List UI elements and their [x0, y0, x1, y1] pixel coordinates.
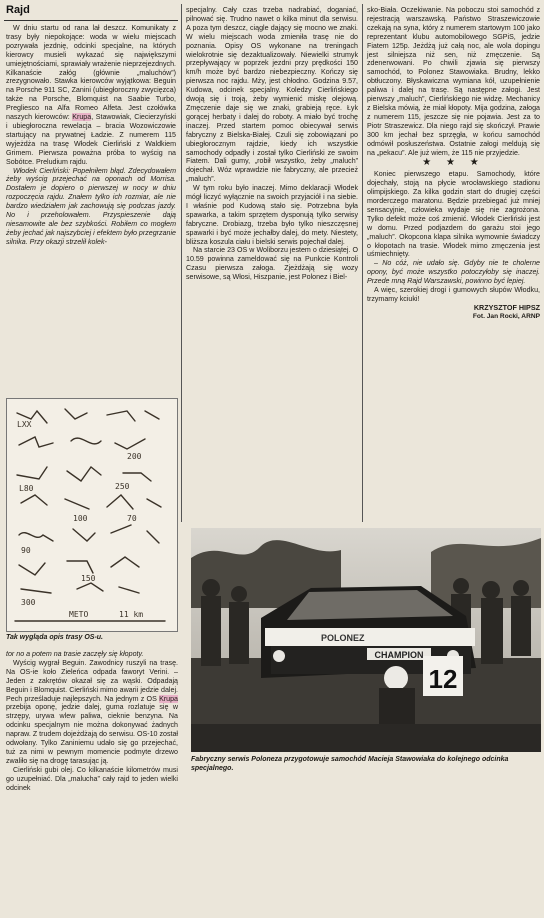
section-stars: ★ ★ ★	[422, 157, 485, 169]
column-2	[186, 6, 358, 282]
sketch-label: 150	[81, 574, 96, 583]
rally-photo	[191, 528, 541, 752]
photo-caption: Fabryczny serwis Poloneza przygotowuje samochód Macieja Stawowiaka do kolejnego odcinka specjalnego.	[191, 756, 509, 772]
highlighted-name: Krupa	[72, 113, 92, 122]
sketch-label: 11 km	[119, 610, 144, 619]
paragraph: sko-Biała. Oczekiwanie. Na poboczu stoi samochód z rejestracją warszawską. Państwo Straszewiczowie czekają na syna, który z numerem startowym 100 jako reprezentant klubu automobilowego SGPiS, jedzie Fiatem 125p. Jeżdżą już całą noc, ale wola dopingu jest silniejsza niż sen, niż zmęczenie. Są zdenerwowani. Po chwili zjawia się pierwszy samochód, to Polonez Stawowiaka. Brudny, lekko obtłuczony. Błyskawiczna wymiana kół, uzupełnienie paliwa i dalej na trasę. Są następne załogi. Jest pierwszy „maluch”, Cierlińskiego nie widzę. Mechanicy z Bielska mówią, że miał kłopoty. Mija godzina, załoga z numerem 115, jeszcze się nie pojawia. Jest za to Piotr Straszewicz. Dla niego rajd się skończył. Prawie 300 km jechał bez sprzęgła, w końcu samochód odmówił posłuszeństwa. Ostatnie załogi meldują się na „pekacu”. Ale już wiem, że 115 nie przyjedzie.	[367, 6, 540, 157]
handwritten-notes-graphic	[7, 399, 177, 631]
sketch-label: L80	[19, 484, 34, 493]
car-plate: CHAMPION	[374, 650, 424, 660]
sketch-label: 70	[127, 514, 137, 523]
column-divider-1	[181, 4, 182, 522]
text-run: , Stawowiak, Ciecierzyński i ubiegłoroczna rewelacja – bracia Wozowiczowie startujący na prywatnej Ładzie. Z numerem 115 wyjeżdża na trasę Włodek Cierliński z Waldkiem Grimem. Pierwsza poważna próba to wyścig na Sobótce. Preludium rajdu.	[6, 113, 176, 166]
car-brand: POLONEZ	[321, 633, 365, 643]
car-number: 12	[428, 664, 458, 694]
paragraph-race	[6, 659, 178, 766]
route-notes-sketch	[6, 398, 178, 632]
column-divider-2	[362, 4, 363, 522]
text-run: przebija oponę, jedzie dalej, guma rozlatuje się w strzępy, urywa wlew paliwa, cieknie benzyna. Na odcinku specjalnym nie można dokonywać żadnych napraw. Z trudem dojeżdżają do serwisu. OS-10 został odwołany. Tylko Zaniniemu udało się go przejechać, tuż za nimi w pewnym momencie podmyte drzewo zwaliło się na drogę tarasując ją.	[6, 703, 178, 765]
paragraph-intro	[6, 24, 176, 167]
author-name: KRZYSZTOF HIPSZ	[473, 302, 540, 312]
photo-graphic	[191, 528, 541, 752]
sketch-label: 90	[21, 546, 31, 555]
paragraph: Na starcie 23 OS w Woliborzu jestem o dziesiątej. O 10.59 powinna zameldować się na Punkcie Kontroli Czasu pierwsza załoga. Zjeżdżają się wozy serwisowe, są Włosi, Hiszpanie, jest Polonez i Biel-	[186, 246, 358, 282]
text-run: W dniu startu od rana lał deszcz. Komunikaty z trasy były niepokojące: woda w wielu miejscach pozrywała jezdnię, odcinki specjalne, na których kierowcy musieli wykazać się największymi umiejętnościami, sprawiały wrażenie nieprzejezdnych. Kilkanaście załóg (głównie „maluchów”) zrezygnowało. Stawka kierowców wyjątkowa: Beguin na Porsche 911 SC, Zanini (ubiegłoroczny zwycięzca) także na Porsche, Blomquist na Saabie Turbo, Pregliesco na Alfa Romeo Alfeta. Jest czołówka naszych kierowców:	[6, 24, 176, 122]
paragraph-closing: A więc, szerokiej drogi i gumowych słupów Włodku, trzymamy kciuki!	[367, 286, 540, 303]
quote-continuation: tor no a potem na trasie zaczęły się kłopoty.	[6, 650, 144, 658]
paragraph: W tym roku było inaczej. Mimo deklaracji Włodek mógł liczyć wyłącznie na swoich przyjaciół i na siebie. I właśnie pod Kudową stało się. Potrzebna była spawarka, a takim sprzętem dysponują tylko serwisy fabryczne. Drobiazg, trzeba było tylko nieszczęsnej spawarki i być może jechałby dalej, do mety. Niestety, bliższa koszula ciału i bielski serwis pojechał dalej.	[186, 184, 358, 246]
title-rule	[4, 20, 178, 21]
column-1-top	[6, 24, 176, 247]
quote-paragraph: – No cóż, nie udało się. Gdyby nie te cholerne opony, być może wszystko potoczyłoby się inaczej. Przede mną Rajd Warszawski, powinno być lepiej.	[367, 259, 540, 286]
paragraph-oil: Cierliński gubi olej. Co kilkanaście kilometrów musi go uzupełniać. Dla „malucha” cały rajd to jeden wielki odcinek	[6, 765, 178, 792]
highlighted-name: Krupa	[159, 694, 178, 703]
column-3	[367, 6, 540, 322]
section-title: Rajd	[6, 4, 30, 16]
paragraph: Koniec pierwszego etapu. Samochody, które dojechały, stoją na płycie wrocławskiego stadionu olimpijskiego. Za kilka godzin start do drugiej części morderczego maratonu. Będzie przebiegać już mniej sensacyjnie, człowieka wydaje się nie zagrożona. Tylko defekt może coś zmienić. Włodek Cierliński jest w domu. Przed podjazdem do garażu stoi jego „maluch”. Okopcona klapa silnika wymownie świadczy o kłopotach na trasie. Włodek mimo zmęczenia jest uśmiechnięty.	[367, 170, 540, 259]
sketch-caption: Tak wygląda opis trasy OS-u.	[6, 634, 103, 641]
text-run: Wyścig wygrał Beguin. Zawodnicy ruszyli na trasę. Na OS-ie koło Zieleńca odpada faworyt Verini. – Jeden z zakrętów okazał się za wąski. Odpadają Beguin i Blomquist. Cierliński mimo awarii jedzie dalej. Pech prześladuje najlepszych. Na jednym z OS	[6, 658, 178, 703]
photo-credit: Fot. Jan Rocki, ARNP	[472, 312, 540, 320]
sketch-label: 100	[73, 514, 88, 523]
sketch-label: METO	[69, 610, 89, 619]
paragraph: specjalny. Cały czas trzeba nadrabiać, doganiać, pilnować się. Trudno nawet o kilka minut dla serwisu. A poza tym deszcz, ciągle dający się mocno we znaki. W wielu miejscach woda zmieniła trasę nie do poznania. Opisy OS wykonane na treningach wielokrotnie się dezaktualizowały. Niewielki strumyk przepływający w poprzek jezdni przy prędkości 150 km/h może być bardzo niebezpieczny. Kończy się pierwsza noc rajdu. Mży, jest chłodno. Godzina 9.57, Kudowa, odcinek specjalny. Koledzy Cierlińskiego dwoją się i troją, żeby wymienić miskę olejową. Zmęczenie daje się we znaki, grabieją ręce. Łyk gorącej herbaty i dalej do roboty. A miało być trochę inaczej. Przed startem pomoc obiecywał serwis fabryczny z Bielska-Białej. Czuli się zobowiązani po ubiegłorocznym rajdzie, kiedy ich wszystkie samochody odpadły i został tylko Cierliński ze swoim Fiatem. Dali gumy, „robił wszystko, żeby „maluch” dojechał. Wóz wprawdzie nie fabryczny, ale przecież „maluch”.	[186, 6, 358, 184]
column-1-bottom	[6, 650, 178, 793]
sketch-label: 250	[115, 482, 130, 491]
sketch-label: LXX	[17, 420, 32, 429]
quote-paragraph: Włodek Cierliński: Popełniłem błąd. Zdecydowałem żeby wyścig przejechać na oponach od Morrisa. Dostałem je dopiero o pierwszej w nocy w dniu rozpoczęcia rajdu. Znałem tylko ich rozmiar, ale nie bardzo wiedziałem jak zachowują się podczas jazdy. No i przeholowałem. Przyspieszenie dają niesamowite ale bez szybkości. Robiłem co mogłem żeby jechać jak najszybciej i efektem było przegrzanie silnika. Przy okazji strzelił kolek-	[6, 166, 176, 246]
sketch-label: 300	[21, 598, 36, 607]
sketch-label: 200	[127, 452, 142, 461]
